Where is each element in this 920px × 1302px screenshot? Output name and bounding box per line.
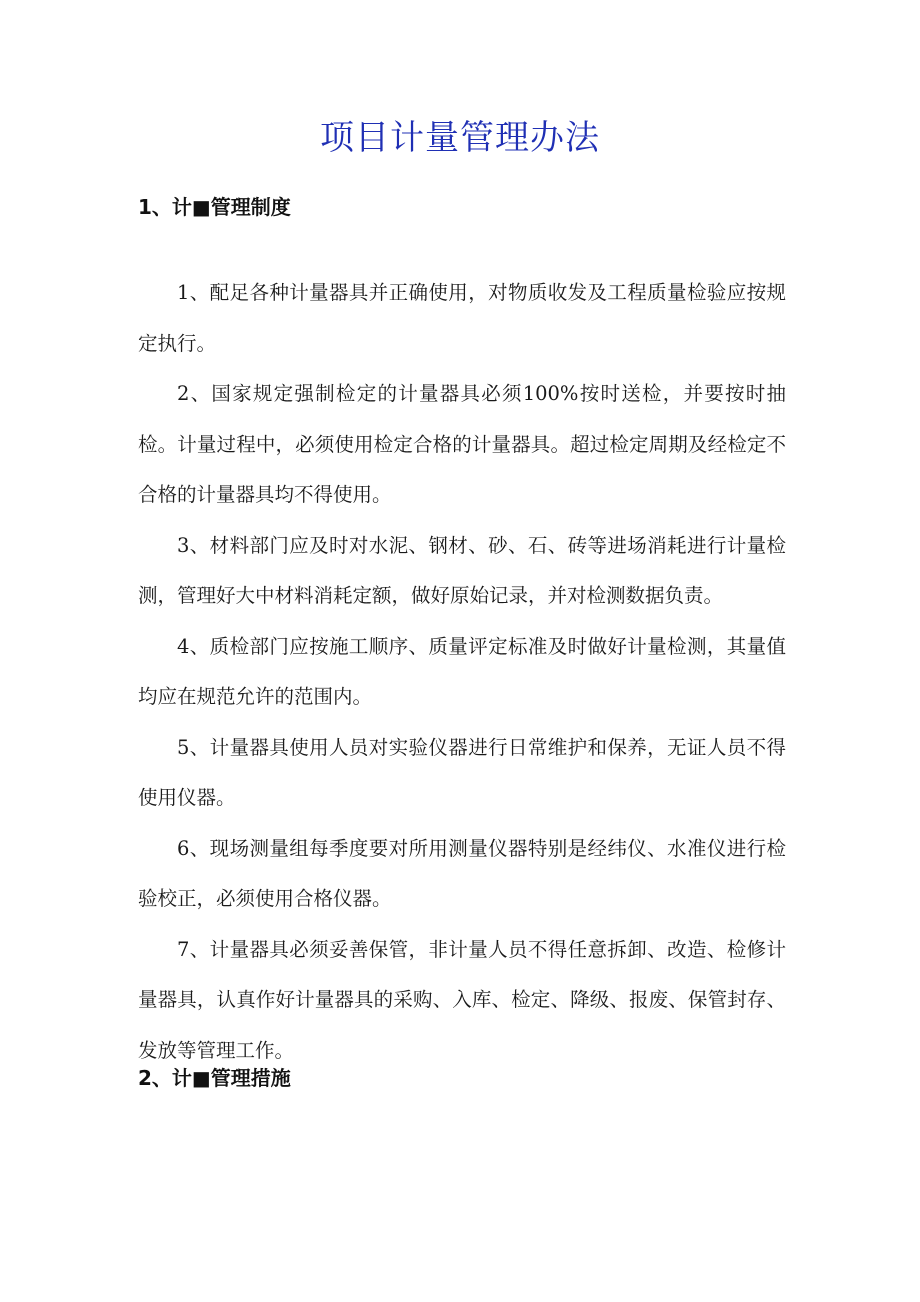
list-item: 6、现场测量组每季度要对所用测量仪器特别是经纬仪、水准仪进行检验校正，必须使用合格仪器。: [138, 836, 786, 910]
list-item: 2、国家规定强制检定的计量器具必须100%按时送检，并要按时抽检。计量过程中，必须使用检定合格的计量器具。超过检定周期及经检定不合格的计量器具均不得使用。: [138, 382, 786, 506]
list-item: 1、配足各种计量器具并正确使用，对物质收发及工程质量检验应按规定执行。: [138, 281, 786, 355]
list-item: 7、计量器具必须妥善保管，非计量人员不得任意拆卸、改造、检修计量器具，认真作好计量器具的采购、入库、检定、降级、报废、保管封存、发放等管理工作。: [138, 937, 786, 1062]
section-body-management-system: [138, 268, 786, 1076]
list-item: 4、质检部门应按施工顺序、质量评定标准及时做好计量检测，其量值均应在规范允许的范围内。: [138, 634, 786, 708]
document-title: 项目计量管理办法: [320, 118, 600, 158]
list-item: 3、材料部门应及时对水泥、钢材、砂、石、砖等进场消耗进行计量检测，管理好大中材料消耗定额，做好原始记录，并对检测数据负责。: [138, 533, 786, 607]
section-heading-management-system: 1、计■管理制度: [138, 195, 291, 219]
list-item: 5、计量器具使用人员对实验仪器进行日常维护和保养，无证人员不得使用仪器。: [138, 735, 786, 809]
section-heading-management-measures: 2、计■管理措施: [138, 1066, 291, 1090]
